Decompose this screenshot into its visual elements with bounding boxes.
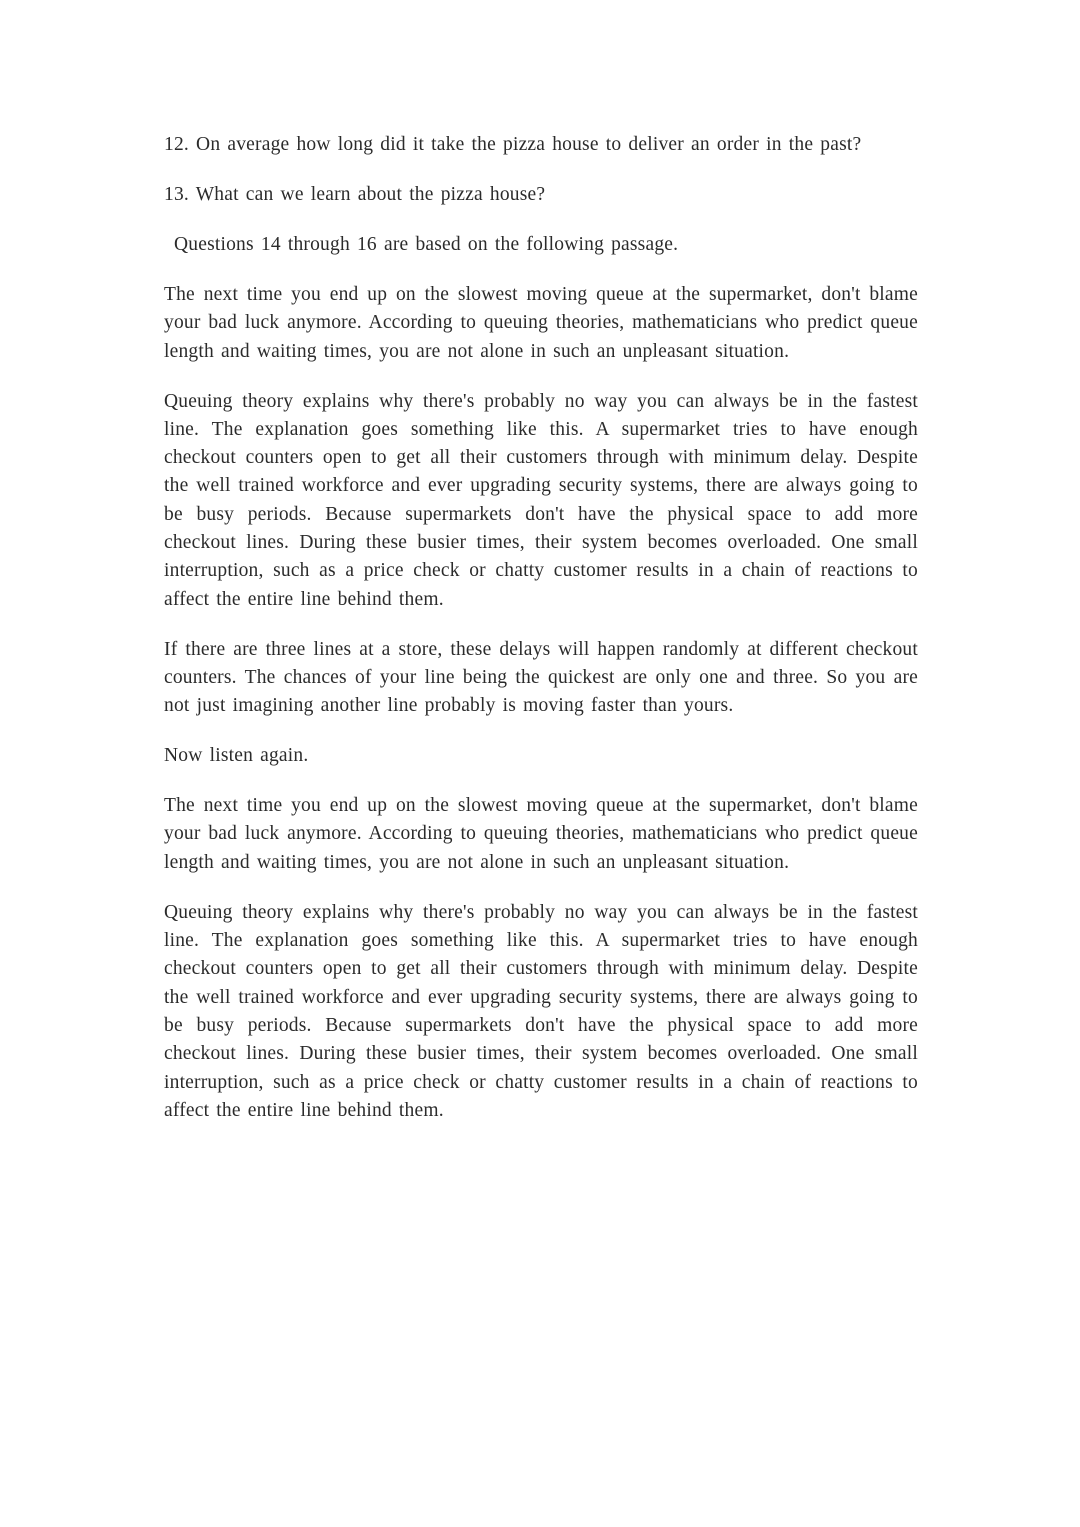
repeat-paragraph-1: The next time you end up on the slowest moving queue at the supermarket, don't blame your bad luck anymore. According to queuing theories, mathematicians who predict queue length and waiting times, you are not alone in such an unpleasant situation. — [164, 795, 918, 873]
document-page — [164, 131, 918, 1147]
repeat-paragraph-2: Queuing theory explains why there's probably no way you can always be in the fastest line. The explanation goes something like this. A supermarket tries to have enough checkout counters open to get all their customers through with minimum delay. Despite the well trained workforce and ever upgrading security systems, there are always going to be busy periods. Because supermarkets don't have the physical space to add more checkout lines. During these busier times, their system becomes overloaded. One small interruption, such as a price check or chatty customer results in a chain of reactions to affect the entire line behind them. — [164, 901, 918, 1121]
question-13: 13. What can we learn about the pizza house? — [164, 183, 546, 205]
question-12: 12. On average how long did it take the pizza house to deliver an order in the past? — [164, 134, 862, 155]
passage-paragraph-2: Queuing theory explains why there's probably no way you can always be in the fastest line. The explanation goes something like this. A supermarket tries to have enough checkout counters open to get all their customers through with minimum delay. Despite the well trained workforce and ever upgrading security systems, there are always going to be busy periods. Because supermarkets don't have the physical space to add more checkout lines. During these busier times, their system becomes overloaded. One small interruption, such as a price check or chatty customer results in a chain of reactions to affect the entire line behind them. — [164, 390, 918, 610]
passage-paragraph-3: If there are three lines at a store, these delays will happen randomly at different checkout counters. The chances of your line being the quickest are only one and three. So you are not just imagining another line probably is moving faster than yours. — [164, 638, 918, 717]
listen-again-note: Now listen again. — [164, 745, 309, 767]
passage-paragraph-1: The next time you end up on the slowest moving queue at the supermarket, don't blame your bad luck anymore. According to queuing theories, mathematicians who predict queue length and waiting times, you are not alone in such an unpleasant situation. — [164, 283, 918, 362]
section-intro: Questions 14 through 16 are based on the following passage. — [174, 233, 679, 255]
